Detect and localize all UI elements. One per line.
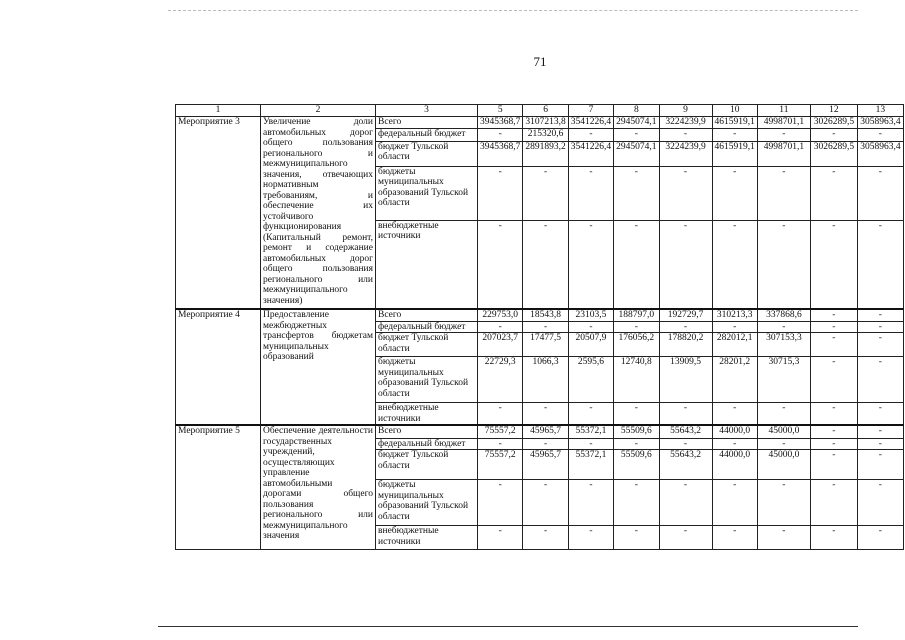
value-cell: - [614, 166, 659, 220]
column-header: 11 [757, 105, 810, 117]
value-cell: 44000,0 [712, 425, 757, 438]
value-cell: - [478, 438, 523, 450]
value-cell: 3224239,9 [659, 141, 712, 166]
value-cell: - [659, 220, 712, 309]
value-cell: 17477,5 [523, 333, 568, 357]
value-cell: - [568, 480, 613, 526]
value-cell: - [659, 321, 712, 333]
value-cell: - [659, 526, 712, 550]
value-cell: 20507,9 [568, 333, 613, 357]
value-cell: - [857, 321, 903, 333]
value-cell: 30715,3 [757, 357, 810, 403]
value-cell: 55509,6 [614, 450, 659, 480]
value-cell: 55372,1 [568, 425, 613, 438]
value-cell: - [659, 480, 712, 526]
value-cell: 188797,0 [614, 309, 659, 321]
value-cell: - [523, 526, 568, 550]
value-cell: - [568, 128, 613, 141]
column-header: 6 [523, 105, 568, 117]
column-header: 3 [376, 105, 478, 117]
measure-description: Предоставление межбюджетных трансфертов бюджетам муниципальных образований [261, 309, 376, 425]
value-cell: 12740,8 [614, 357, 659, 403]
table-body [176, 117, 904, 550]
value-cell: - [810, 321, 857, 333]
value-cell: - [614, 526, 659, 550]
value-cell: 3945368,7 [478, 117, 523, 129]
value-cell: - [810, 128, 857, 141]
value-cell: - [712, 480, 757, 526]
value-cell: - [757, 438, 810, 450]
value-cell: 75557,2 [478, 450, 523, 480]
value-cell: - [478, 166, 523, 220]
value-cell: - [712, 438, 757, 450]
value-cell: - [568, 526, 613, 550]
value-cell: - [712, 526, 757, 550]
value-cell: 75557,2 [478, 425, 523, 438]
funding-source: бюджеты муниципальных образований Тульской области [376, 357, 478, 403]
value-cell: 4998701,1 [757, 141, 810, 166]
value-cell: 13909,5 [659, 357, 712, 403]
value-cell: 3107213,8 [523, 117, 568, 129]
value-cell: 192729,7 [659, 309, 712, 321]
value-cell: - [478, 220, 523, 309]
funding-source: внебюджетные источники [376, 403, 478, 426]
funding-source: внебюджетные источники [376, 220, 478, 309]
value-cell: 28201,2 [712, 357, 757, 403]
value-cell: 45000,0 [757, 425, 810, 438]
value-cell: - [857, 403, 903, 426]
value-cell: - [614, 128, 659, 141]
value-cell: - [757, 166, 810, 220]
value-cell: - [757, 220, 810, 309]
value-cell: 3058963,4 [857, 141, 903, 166]
value-cell: 45965,7 [523, 450, 568, 480]
funding-source: Всего [376, 425, 478, 438]
column-header: 5 [478, 105, 523, 117]
value-cell: - [810, 166, 857, 220]
value-cell: 4998701,1 [757, 117, 810, 129]
value-cell: 45965,7 [523, 425, 568, 438]
value-cell: 2891893,2 [523, 141, 568, 166]
value-cell: - [659, 166, 712, 220]
value-cell: - [614, 321, 659, 333]
measure-name: Мероприятие 3 [176, 117, 261, 310]
value-cell: 229753,0 [478, 309, 523, 321]
value-cell: - [478, 403, 523, 426]
funding-source: бюджет Тульской области [376, 333, 478, 357]
value-cell: - [712, 220, 757, 309]
value-cell: 22729,3 [478, 357, 523, 403]
funding-source: бюджеты муниципальных образований Тульской области [376, 166, 478, 220]
value-cell: - [757, 526, 810, 550]
value-cell: - [857, 526, 903, 550]
value-cell: - [614, 480, 659, 526]
value-cell: - [857, 333, 903, 357]
value-cell: - [857, 438, 903, 450]
value-cell: 2595,6 [568, 357, 613, 403]
value-cell: - [523, 166, 568, 220]
funding-source: федеральный бюджет [376, 321, 478, 333]
value-cell: 1066,3 [523, 357, 568, 403]
value-cell: - [614, 438, 659, 450]
value-cell: - [614, 403, 659, 426]
column-header: 13 [857, 105, 903, 117]
value-cell: 3224239,9 [659, 117, 712, 129]
value-cell: 282012,1 [712, 333, 757, 357]
value-cell: - [857, 357, 903, 403]
table-row [176, 117, 904, 129]
funding-source: федеральный бюджет [376, 438, 478, 450]
value-cell: 55643,2 [659, 450, 712, 480]
value-cell: - [568, 403, 613, 426]
value-cell: - [810, 480, 857, 526]
value-cell: 3058963,4 [857, 117, 903, 129]
column-header: 8 [614, 105, 659, 117]
value-cell: - [712, 403, 757, 426]
value-cell: 45000,0 [757, 450, 810, 480]
value-cell: - [810, 425, 857, 438]
measure-name: Мероприятие 4 [176, 309, 261, 425]
funding-source: Всего [376, 309, 478, 321]
value-cell: 176056,2 [614, 333, 659, 357]
header-row [176, 105, 904, 117]
value-cell: - [523, 480, 568, 526]
value-cell: 18543,8 [523, 309, 568, 321]
column-header: 7 [568, 105, 613, 117]
value-cell: 4615919,1 [712, 141, 757, 166]
budget-table [175, 104, 904, 550]
value-cell: 337868,6 [757, 309, 810, 321]
value-cell: 55372,1 [568, 450, 613, 480]
measure-description: Обеспечение деятельности государственных учреждений, осуществляющих управление автомобильными дорогами общего пользования регионального или межмуниципального значения [261, 425, 376, 550]
value-cell: - [810, 526, 857, 550]
value-cell: 2945074,1 [614, 141, 659, 166]
value-cell: 2945074,1 [614, 117, 659, 129]
value-cell: - [568, 220, 613, 309]
value-cell: 307153,3 [757, 333, 810, 357]
value-cell: 3541226,4 [568, 117, 613, 129]
value-cell: 4615919,1 [712, 117, 757, 129]
funding-source: бюджеты муниципальных образований Тульской области [376, 480, 478, 526]
value-cell: - [712, 128, 757, 141]
value-cell: 3026289,5 [810, 117, 857, 129]
value-cell: - [712, 321, 757, 333]
value-cell: - [810, 357, 857, 403]
page-number: 71 [533, 54, 547, 69]
measure-name: Мероприятие 5 [176, 425, 261, 550]
value-cell: - [659, 438, 712, 450]
value-cell: - [478, 128, 523, 141]
value-cell: - [757, 321, 810, 333]
funding-source: внебюджетные источники [376, 526, 478, 550]
value-cell: - [857, 480, 903, 526]
value-cell: - [523, 220, 568, 309]
value-cell: - [857, 166, 903, 220]
value-cell: - [810, 220, 857, 309]
value-cell: - [659, 128, 712, 141]
value-cell: - [857, 309, 903, 321]
value-cell: - [523, 403, 568, 426]
value-cell: 55509,6 [614, 425, 659, 438]
column-header: 2 [261, 105, 376, 117]
value-cell: 3945368,7 [478, 141, 523, 166]
top-rule [168, 10, 858, 11]
value-cell: 310213,3 [712, 309, 757, 321]
funding-source: федеральный бюджет [376, 128, 478, 141]
value-cell: 55643,2 [659, 425, 712, 438]
value-cell: - [757, 128, 810, 141]
value-cell: - [659, 403, 712, 426]
value-cell: 215320,6 [523, 128, 568, 141]
bottom-rule [158, 626, 858, 627]
value-cell: - [523, 438, 568, 450]
value-cell: - [478, 526, 523, 550]
table-row [176, 309, 904, 321]
column-header: 1 [176, 105, 261, 117]
value-cell: - [757, 480, 810, 526]
measure-description: Увеличение доли автомобильных дорог общего пользования регионального и межмуниципального значения, отвечающих нормативным требованиям, и обеспечение их устойчивого функционирования (Капитальный ремонт, ремонт и содержание автомобильных дорог общего пользования регионального или межмуниципального значения) [261, 117, 376, 310]
value-cell: 44000,0 [712, 450, 757, 480]
value-cell: - [478, 480, 523, 526]
value-cell: - [810, 450, 857, 480]
funding-source: бюджет Тульской области [376, 450, 478, 480]
value-cell: - [810, 438, 857, 450]
value-cell: - [810, 309, 857, 321]
value-cell: 178820,2 [659, 333, 712, 357]
value-cell: - [810, 333, 857, 357]
value-cell: 207023,7 [478, 333, 523, 357]
value-cell: - [523, 321, 568, 333]
value-cell: - [810, 403, 857, 426]
value-cell: - [568, 321, 613, 333]
column-header: 9 [659, 105, 712, 117]
column-header: 10 [712, 105, 757, 117]
funding-source: Всего [376, 117, 478, 129]
value-cell: - [568, 166, 613, 220]
value-cell: - [614, 220, 659, 309]
value-cell: 23103,5 [568, 309, 613, 321]
value-cell: 3541226,4 [568, 141, 613, 166]
value-cell: - [568, 438, 613, 450]
table-row [176, 425, 904, 438]
value-cell: 3026289,5 [810, 141, 857, 166]
value-cell: - [857, 128, 903, 141]
funding-source: бюджет Тульской области [376, 141, 478, 166]
value-cell: - [478, 321, 523, 333]
value-cell: - [757, 403, 810, 426]
value-cell: - [857, 425, 903, 438]
value-cell: - [857, 450, 903, 480]
column-header: 12 [810, 105, 857, 117]
value-cell: - [857, 220, 903, 309]
value-cell: - [712, 166, 757, 220]
